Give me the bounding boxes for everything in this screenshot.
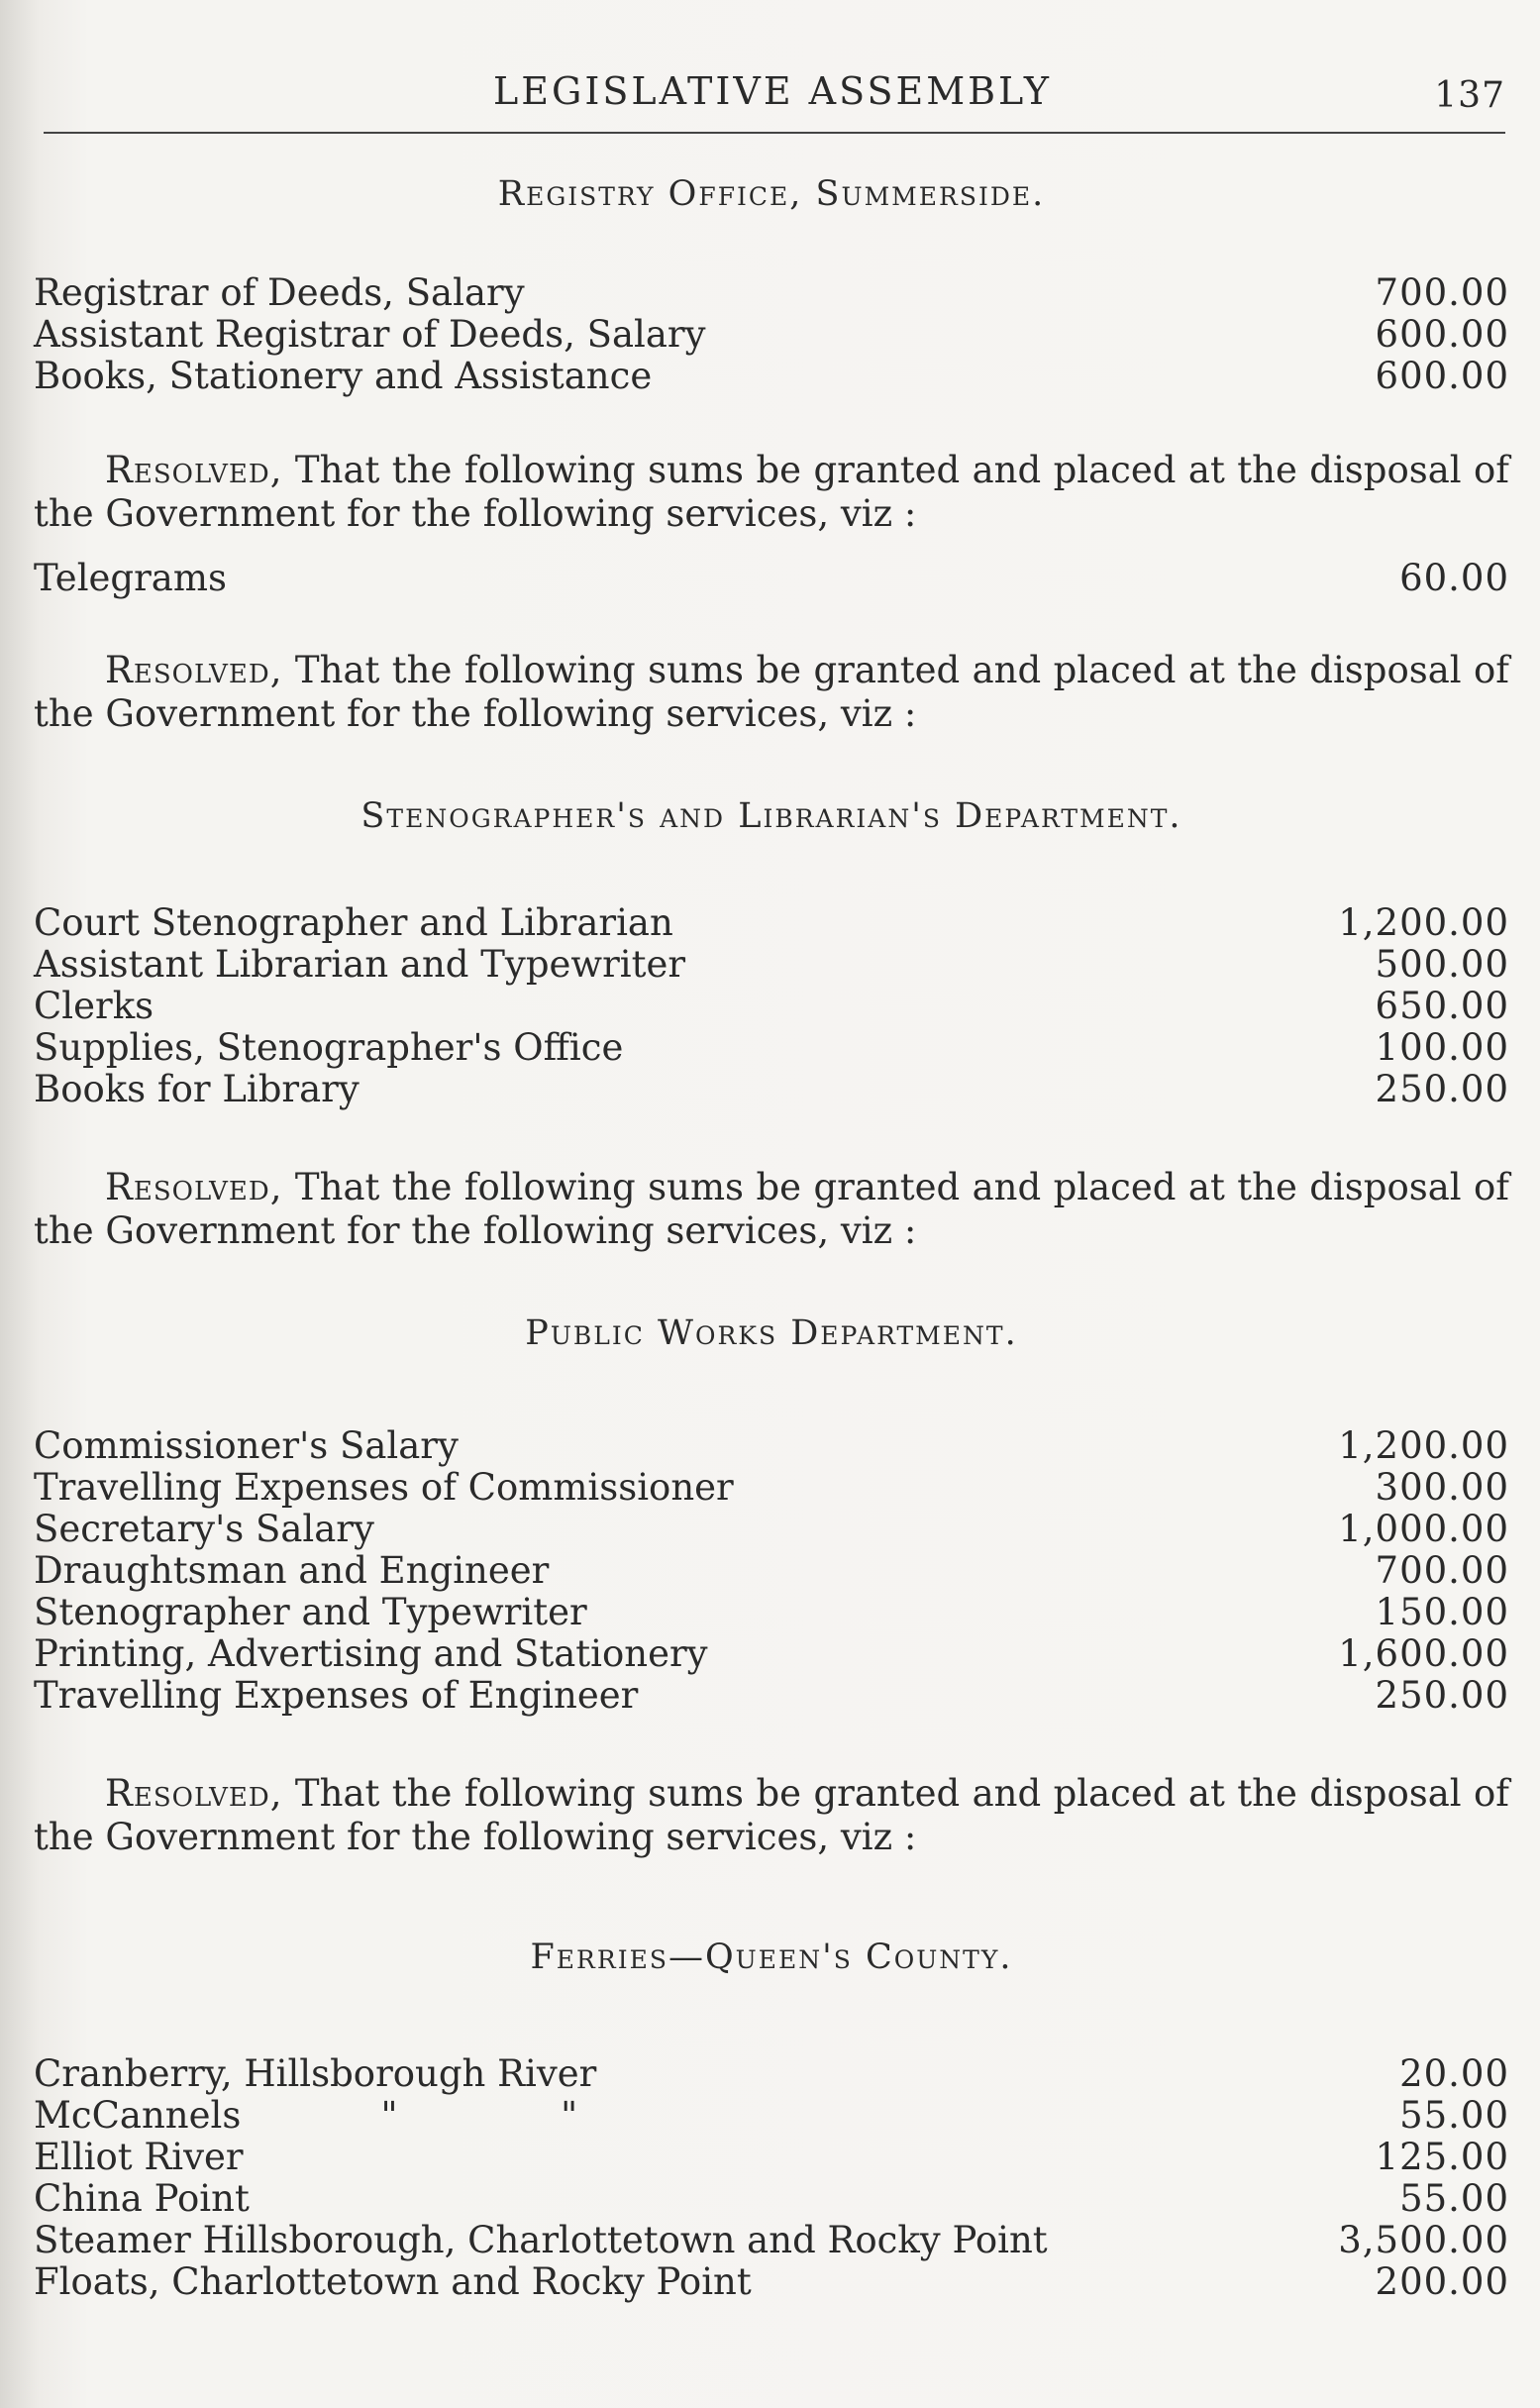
list-item xyxy=(34,2178,1509,2220)
resolved-text: That the following sums be granted and placed at the disposal of the Government for the following services, viz : xyxy=(34,449,1509,535)
item-label: Travelling Expenses of Engineer xyxy=(34,1674,639,1717)
item-label: Clerks xyxy=(34,985,154,1027)
list-item xyxy=(34,1633,1509,1675)
item-label: China Point xyxy=(34,2177,250,2220)
item-list-stenographer-department xyxy=(34,902,1509,1110)
item-label: Commissioner's Salary xyxy=(34,1424,459,1467)
resolved-lead: Resolved, xyxy=(105,1772,283,1815)
item-amount: 700.00 xyxy=(1375,1549,1509,1592)
item-amount: 650.00 xyxy=(1375,985,1509,1027)
resolved-text: That the following sums be granted and placed at the disposal of the Government for the following services, viz : xyxy=(34,649,1509,735)
item-label: Elliot River xyxy=(34,2136,244,2178)
resolution-paragraph xyxy=(34,1772,1509,1859)
item-label: Registrar of Deeds, Salary xyxy=(34,271,525,314)
item-label: Draughtsman and Engineer xyxy=(34,1549,550,1592)
resolution-paragraph xyxy=(34,449,1509,536)
item-label: Telegrams xyxy=(34,557,227,599)
item-amount: 3,500.00 xyxy=(1338,2219,1509,2261)
item-amount: 700.00 xyxy=(1375,271,1509,314)
resolved-text: That the following sums be granted and placed at the disposal of the Government for the following services, viz : xyxy=(34,1166,1509,1252)
list-item xyxy=(34,356,1509,397)
item-amount: 600.00 xyxy=(1375,355,1509,397)
item-amount: 60.00 xyxy=(1399,557,1509,599)
item-amount: 55.00 xyxy=(1399,2094,1509,2137)
item-amount: 1,200.00 xyxy=(1338,1424,1509,1467)
item-amount: 150.00 xyxy=(1375,1591,1509,1633)
list-item xyxy=(34,1550,1509,1592)
resolved-lead: Resolved, xyxy=(105,649,283,691)
item-label: Assistant Registrar of Deeds, Salary xyxy=(34,313,706,356)
list-item xyxy=(34,2137,1509,2178)
item-amount: 300.00 xyxy=(1375,1466,1509,1509)
section-title-registry-office: Registry Office, Summerside. xyxy=(497,174,1046,214)
resolved-lead: Resolved, xyxy=(105,1166,283,1208)
item-label: Stenographer and Typewriter xyxy=(34,1591,587,1633)
list-item xyxy=(34,2261,1509,2303)
header-rule xyxy=(44,132,1505,134)
item-list-ferries xyxy=(34,2053,1509,2303)
item-label: Court Stenographer and Librarian xyxy=(34,901,673,944)
page-content xyxy=(34,173,1509,2303)
section-title-stenographer-department: Stenographer's and Librarian's Department. xyxy=(360,796,1182,836)
page-header xyxy=(40,69,1505,129)
list-item xyxy=(34,314,1509,356)
list-item xyxy=(34,902,1509,944)
list-item xyxy=(34,986,1509,1027)
item-amount: 200.00 xyxy=(1375,2260,1509,2303)
list-item xyxy=(34,1069,1509,1110)
list-item xyxy=(34,272,1509,314)
list-item xyxy=(34,1675,1509,1717)
section-title-ferries: Ferries—Queen's County. xyxy=(530,1937,1013,1977)
resolution-paragraph xyxy=(34,649,1509,736)
item-amount: 100.00 xyxy=(1375,1026,1509,1069)
list-item xyxy=(34,1509,1509,1550)
list-item xyxy=(34,1425,1509,1467)
item-amount: 1,200.00 xyxy=(1338,901,1509,944)
item-label: Floats, Charlottetown and Rocky Point xyxy=(34,2260,752,2303)
item-label: Printing, Advertising and Stationery xyxy=(34,1632,708,1675)
list-item xyxy=(34,2220,1509,2261)
item-label: McCannels " " xyxy=(34,2094,578,2137)
item-label: Books, Stationery and Assistance xyxy=(34,355,653,397)
list-item xyxy=(34,2053,1509,2095)
item-label: Cranberry, Hillsborough River xyxy=(34,2052,597,2095)
item-amount: 125.00 xyxy=(1375,2136,1509,2178)
resolved-text: That the following sums be granted and placed at the disposal of the Government for the following services, viz : xyxy=(34,1772,1509,1858)
item-label: Supplies, Stenographer's Office xyxy=(34,1026,624,1069)
list-item xyxy=(34,1027,1509,1069)
item-label: Assistant Librarian and Typewriter xyxy=(34,943,686,986)
item-amount: 1,600.00 xyxy=(1338,1632,1509,1675)
item-amount: 20.00 xyxy=(1399,2052,1509,2095)
item-label: Steamer Hillsborough, Charlottetown and Rocky Point xyxy=(34,2219,1048,2261)
telegrams-item xyxy=(34,558,1509,599)
running-title: LEGISLATIVE ASSEMBLY xyxy=(493,69,1052,113)
page-number: 137 xyxy=(1434,75,1505,116)
list-item xyxy=(34,1592,1509,1633)
item-label: Travelling Expenses of Commissioner xyxy=(34,1466,734,1509)
item-amount: 250.00 xyxy=(1375,1674,1509,1717)
resolution-paragraph xyxy=(34,1166,1509,1253)
section-title-public-works: Public Works Department. xyxy=(525,1313,1018,1353)
list-item xyxy=(34,1467,1509,1509)
item-amount: 55.00 xyxy=(1399,2177,1509,2220)
item-label: Books for Library xyxy=(34,1068,359,1110)
resolved-lead: Resolved, xyxy=(105,449,283,491)
item-amount: 1,000.00 xyxy=(1338,1508,1509,1550)
list-item xyxy=(34,944,1509,986)
item-list-registry-office xyxy=(34,272,1509,397)
list-item xyxy=(34,2095,1509,2137)
item-amount: 500.00 xyxy=(1375,943,1509,986)
item-list-public-works xyxy=(34,1425,1509,1717)
item-label: Secretary's Salary xyxy=(34,1508,374,1550)
item-amount: 600.00 xyxy=(1375,313,1509,356)
item-amount: 250.00 xyxy=(1375,1068,1509,1110)
